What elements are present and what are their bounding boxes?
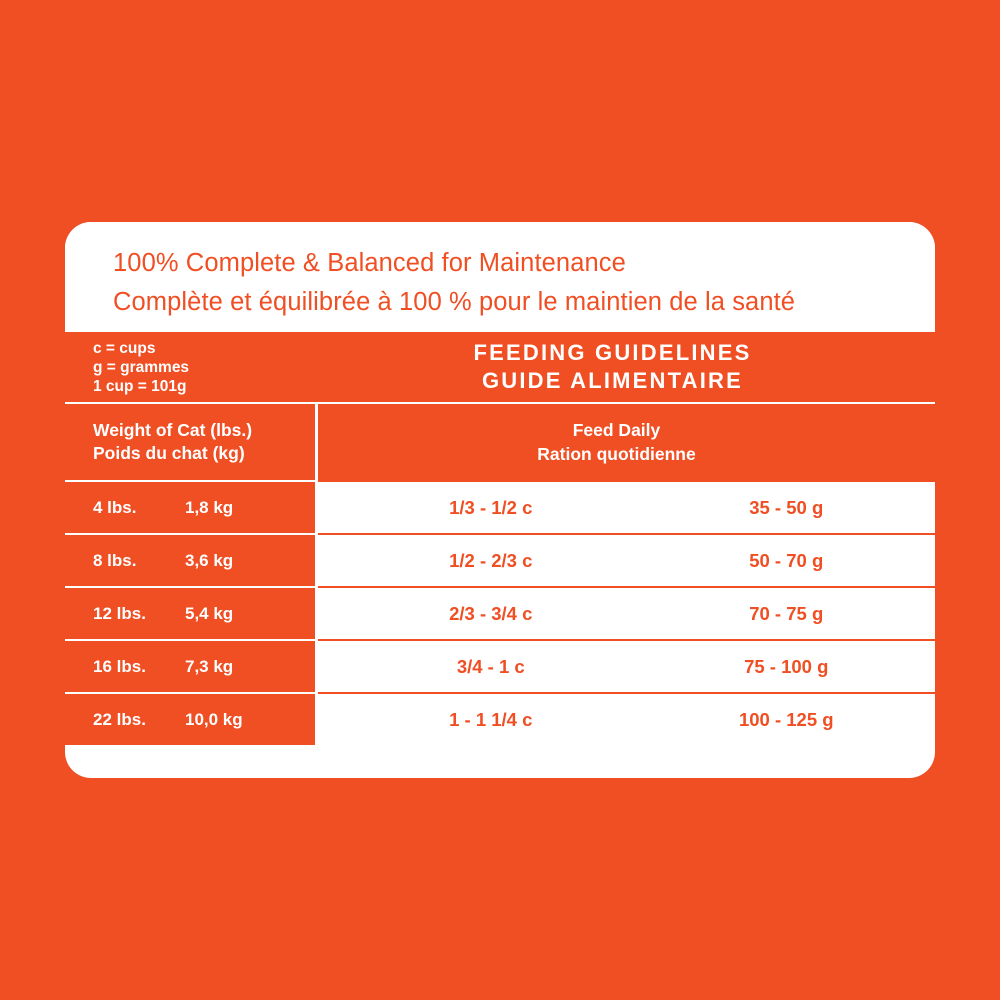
feeding-guidelines-banner: [65, 332, 935, 402]
cell-weight: [65, 586, 318, 639]
table-column-headers: [65, 402, 935, 480]
cell-weight-kg: 5,4 kg: [185, 603, 234, 623]
cell-feed-grams: 35 - 50 g: [749, 496, 824, 518]
cell-feed: [318, 480, 935, 533]
legend-line-grams: g = grammes: [93, 358, 190, 376]
cell-feed: [318, 692, 935, 745]
feeding-guidelines-panel: [65, 222, 935, 778]
table-row: [65, 480, 935, 533]
column-header-weight: [65, 404, 318, 480]
cell-feed-cups: 1/3 - 1/2 c: [449, 496, 533, 518]
cell-weight: [65, 533, 318, 586]
cell-weight-lbs: 22 lbs.: [93, 709, 146, 729]
column-header-feed-french: Ration quotidienne: [537, 444, 696, 464]
column-header-weight-french: Poids du chat (kg): [93, 443, 245, 463]
heading-line-french: Complète et équilibrée à 100 % pour le maintien de la santé: [113, 288, 796, 316]
cell-feed: [318, 639, 935, 692]
cell-feed-grams: 70 - 75 g: [749, 602, 824, 624]
column-header-feed-english: Feed Daily: [572, 420, 661, 440]
cell-weight-lbs: 8 lbs.: [93, 550, 137, 570]
banner-title-english: FEEDING GUIDELINES: [473, 340, 752, 365]
table-row: [65, 586, 935, 639]
cell-feed-cups: 1 - 1 1/4 c: [449, 708, 533, 730]
legend-line-cups: c = cups: [93, 339, 156, 357]
cell-weight-lbs: 4 lbs.: [93, 497, 137, 517]
cell-weight: [65, 692, 318, 745]
column-header-weight-english: Weight of Cat (lbs.): [93, 420, 253, 440]
cell-weight-lbs: 12 lbs.: [93, 603, 146, 623]
unit-legend: [65, 339, 318, 396]
heading-block: [65, 222, 935, 332]
cell-weight-kg: 1,8 kg: [185, 497, 234, 517]
cell-feed: [318, 586, 935, 639]
cell-feed-grams: 100 - 125 g: [738, 708, 834, 730]
cell-weight-kg: 7,3 kg: [185, 656, 234, 676]
banner-title-french: GUIDE ALIMENTAIRE: [481, 368, 744, 393]
cell-weight: [65, 639, 318, 692]
table-row: [65, 692, 935, 745]
cell-weight-kg: 3,6 kg: [185, 550, 234, 570]
heading-line-english: 100% Complete & Balanced for Maintenance: [113, 249, 626, 277]
banner-title: [318, 339, 935, 395]
column-header-feed: [318, 418, 935, 466]
cell-weight-kg: 10,0 kg: [185, 709, 243, 729]
table-row: [65, 639, 935, 692]
cell-feed-cups: 1/2 - 2/3 c: [449, 549, 533, 571]
table-row: [65, 533, 935, 586]
cell-feed-grams: 50 - 70 g: [749, 549, 824, 571]
cell-feed-grams: 75 - 100 g: [744, 655, 829, 677]
cell-weight-lbs: 16 lbs.: [93, 656, 146, 676]
cell-feed-cups: 3/4 - 1 c: [456, 655, 525, 677]
legend-line-conversion: 1 cup = 101g: [93, 377, 187, 395]
cell-feed: [318, 533, 935, 586]
cell-weight: [65, 480, 318, 533]
cell-feed-cups: 2/3 - 3/4 c: [449, 602, 533, 624]
